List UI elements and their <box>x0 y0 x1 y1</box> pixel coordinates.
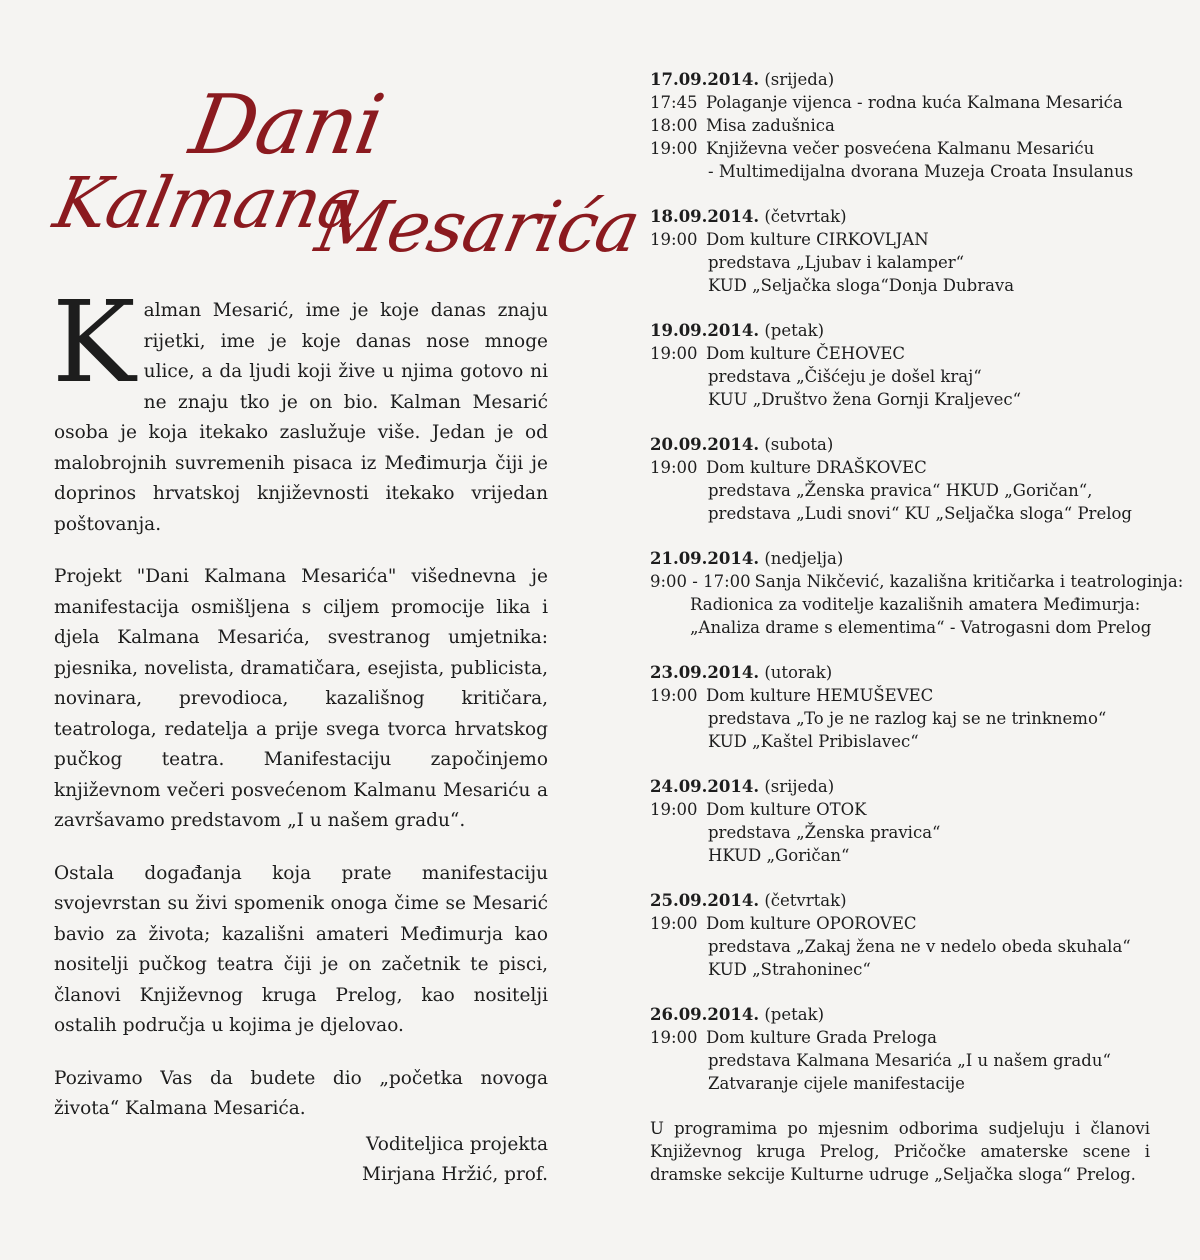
intro-text <box>52 278 548 1147</box>
event-detail: HKUD „Goričan“ <box>708 846 850 865</box>
event-time: 19:00 <box>650 914 698 933</box>
drop-cap: K <box>52 278 136 408</box>
schedule-weekday: (nedjelja) <box>764 549 844 568</box>
schedule-weekday: (subota) <box>764 435 834 454</box>
schedule-date: 20.09.2014. <box>650 435 760 454</box>
schedule-event <box>650 137 1150 160</box>
schedule-weekday: (četvrtak) <box>764 891 847 910</box>
event-detail: predstava Kalmana Mesarića „I u našem gradu“ <box>708 1051 1111 1070</box>
event-detail: predstava „Ludi snovi“ KU „Seljačka sloga“ Prelog <box>708 504 1132 523</box>
schedule-event <box>650 798 1150 821</box>
schedule-event <box>650 342 1150 365</box>
event-detail: KUD „Strahoninec“ <box>708 960 871 979</box>
schedule-day <box>650 205 1150 297</box>
event-detail: Radionica za voditelje kazališnih amatera Međimurja: <box>690 595 1141 614</box>
schedule-day-header <box>650 889 1150 912</box>
schedule-day-header <box>650 547 1150 570</box>
schedule-event <box>650 570 1184 593</box>
schedule-date: 24.09.2014. <box>650 777 760 796</box>
schedule-event <box>650 456 1150 479</box>
schedule-event <box>650 114 1150 137</box>
schedule-event <box>650 1026 1150 1049</box>
schedule-list <box>650 68 1184 1095</box>
signature <box>300 1130 548 1190</box>
schedule-date: 26.09.2014. <box>650 1005 760 1024</box>
event-description: Dom kulture DRAŠKOVEC <box>706 458 927 477</box>
event-detail: KUD „Seljačka sloga“Donja Dubrava <box>708 276 1015 295</box>
schedule-day-header <box>650 775 1150 798</box>
event-detail: predstava „Ženska pravica“ HKUD „Goričan“, <box>708 481 1093 500</box>
schedule-event <box>650 684 1150 707</box>
event-description: Dom kulture Grada Preloga <box>706 1028 938 1047</box>
event-description: Sanja Nikčević, kazališna kritičarka i teatrologinja: <box>754 572 1184 591</box>
schedule-date: 25.09.2014. <box>650 891 760 910</box>
event-description: Dom kulture CIRKOVLJAN <box>706 230 929 249</box>
signature-role: Voditeljica projekta <box>366 1134 548 1155</box>
event-time: 19:00 <box>650 230 698 249</box>
schedule-weekday: (četvrtak) <box>764 207 847 226</box>
event-detail: „Analiza drame s elementima“ - Vatrogasni dom Prelog <box>690 618 1152 637</box>
schedule <box>650 68 1184 1186</box>
schedule-weekday: (petak) <box>764 1005 825 1024</box>
title-line-mesarica: Mesarića <box>309 186 647 268</box>
schedule-weekday: (utorak) <box>764 663 833 682</box>
event-description: Dom kulture OPOROVEC <box>706 914 917 933</box>
event-time: 18:00 <box>650 116 698 135</box>
event-detail: predstava „Ljubav i kalamper“ <box>708 253 965 272</box>
schedule-date: 23.09.2014. <box>650 663 760 682</box>
schedule-day <box>650 319 1150 411</box>
schedule-event <box>650 91 1150 114</box>
schedule-weekday: (petak) <box>764 321 825 340</box>
event-time: 9:00 - 17:00 <box>650 572 751 591</box>
event-description: Polaganje vijenca - rodna kuća Kalmana Mesarića <box>706 93 1123 112</box>
event-time: 19:00 <box>650 458 698 477</box>
event-time: 19:00 <box>650 686 698 705</box>
schedule-day <box>650 775 1150 867</box>
schedule-event <box>650 228 1150 251</box>
schedule-weekday: (srijeda) <box>764 777 835 796</box>
event-detail: Zatvaranje cijele manifestacije <box>708 1074 965 1093</box>
schedule-day-header <box>650 68 1150 91</box>
intro-paragraph-1: Kalman Mesarić, ime je koje danas znaju rijetki, ime je koje danas nose mnoge ulice, a da ljudi koji žive u njima gotovo ni ne znaju tko je on bio. Kalman Mesarić osoba je koja itekako zaslužuje više. Jedan je od malobrojnih suvremenih pisaca iz Međimurja čiji je doprinos hrvatskoj književnosti itekako vrijedan poštovanja. <box>52 278 548 535</box>
event-detail: - Multimedijalna dvorana Muzeja Croata Insulanus <box>708 162 1134 181</box>
event-detail: predstava „Zakaj žena ne v nedelo obeda skuhala“ <box>708 937 1131 956</box>
schedule-day <box>650 68 1150 183</box>
schedule-day <box>650 1003 1150 1095</box>
event-description: Dom kulture ČEHOVEC <box>706 344 905 363</box>
event-description: Književna večer posvećena Kalmanu Mesariću <box>706 139 1095 158</box>
schedule-day-header <box>650 1003 1150 1026</box>
schedule-day-header <box>650 661 1150 684</box>
event-detail: predstava „Ženska pravica“ <box>708 823 941 842</box>
schedule-date: 19.09.2014. <box>650 321 760 340</box>
event-detail: predstava „Čišćeju je došel kraj“ <box>708 367 982 386</box>
schedule-footer: U programima po mjesnim odborima sudjeluju i članovi Književnog kruga Prelog, Pričočke amaterske scene i dramske sekcije Kulturne udruge „Seljačka sloga“ Prelog. <box>650 1119 1150 1184</box>
intro-paragraph-2: Projekt "Dani Kalmana Mesarića" višednevna je manifestacija osmišljena s ciljem promocije lika i djela Kalmana Mesarića, svestranog umjetnika: pjesnika, novelista, dramatičara, esejista, publicista, novinara, prevodioca, kazališnog kritičara, teatrologa, redatelja a prije svega tvorca hrvatskog pučkog teatra. Manifestaciju započinjemo književnom večeri posvećenom Kalmanu Mesariću a završavamo predstavom „I u našem gradu“. <box>54 566 548 831</box>
event-time: 19:00 <box>650 800 698 819</box>
intro-paragraph-3: Ostala događanja koja prate manifestaciju svojevrstan su živi spomenik onoga čime se Mesarić bavio za života; kazališni amateri Međimurja kao nositelji pučkog teatra čiji je on začetnik te pisci, članovi Književnog kruga Prelog, kao nositelji ostalih područja u kojima je djelovao. <box>54 862 548 1036</box>
schedule-date: 18.09.2014. <box>650 207 760 226</box>
event-description: Misa zadušnica <box>706 116 835 135</box>
title-line-dani: Dani <box>183 78 391 173</box>
event-detail: predstava „To je ne razlog kaj se ne trinknemo“ <box>708 709 1107 728</box>
intro-paragraph-4: Pozivamo Vas da budete dio „početka novoga života“ Kalmana Mesarića. <box>54 1067 548 1119</box>
event-description: Dom kulture OTOK <box>706 800 867 819</box>
event-detail: KUU „Društvo žena Gornji Kraljevec“ <box>708 390 1022 409</box>
event-time: 19:00 <box>650 139 698 158</box>
schedule-day <box>650 889 1150 981</box>
signature-name: Mirjana Hržić, prof. <box>362 1164 548 1185</box>
schedule-date: 17.09.2014. <box>650 70 760 89</box>
schedule-day-header <box>650 205 1150 228</box>
event-time: 19:00 <box>650 1028 698 1047</box>
schedule-weekday: (srijeda) <box>764 70 835 89</box>
schedule-day <box>650 661 1150 753</box>
schedule-day <box>650 547 1184 639</box>
schedule-day-header <box>650 319 1150 342</box>
event-time: 19:00 <box>650 344 698 363</box>
schedule-day-header <box>650 433 1150 456</box>
event-description: Dom kulture HEMUŠEVEC <box>706 686 934 705</box>
schedule-day <box>650 433 1150 525</box>
event-detail: KUD „Kaštel Pribislavec“ <box>708 732 919 751</box>
schedule-event <box>650 912 1150 935</box>
event-time: 17:45 <box>650 93 698 112</box>
schedule-date: 21.09.2014. <box>650 549 760 568</box>
title-line-kalmana: Kalmana <box>47 162 370 244</box>
